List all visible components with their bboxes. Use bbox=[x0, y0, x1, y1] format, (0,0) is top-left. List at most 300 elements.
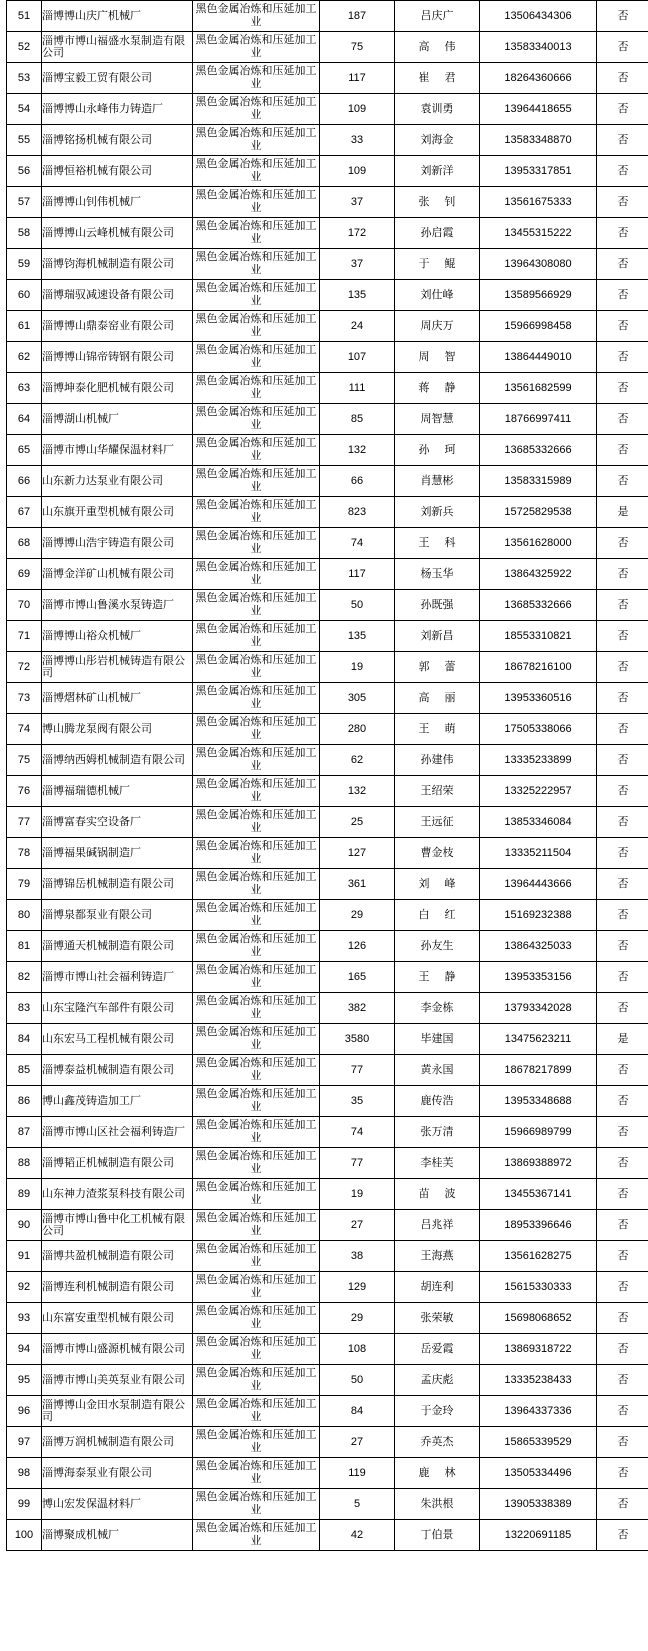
employee-count: 172 bbox=[320, 218, 395, 249]
industry-cell bbox=[193, 714, 320, 745]
row-index: 60 bbox=[7, 280, 42, 311]
industry-cell bbox=[193, 63, 320, 94]
company-name-cell bbox=[42, 63, 193, 94]
flag-cell: 否 bbox=[597, 962, 648, 993]
contact-person: 刘 峰 bbox=[418, 878, 462, 890]
company-name: 山东富安重型机械有限公司 bbox=[42, 1312, 174, 1324]
employee-count: 132 bbox=[320, 435, 395, 466]
flag-cell: 否 bbox=[597, 1086, 648, 1117]
employee-count: 109 bbox=[320, 94, 395, 125]
company-name: 淄博博山浩宇铸造有限公司 bbox=[42, 537, 174, 549]
flag-cell: 否 bbox=[597, 1520, 648, 1551]
industry-label: 黑色金属冶炼和压延加工业 bbox=[195, 1460, 317, 1485]
contact-person-cell bbox=[395, 1272, 480, 1303]
contact-person-cell bbox=[395, 1086, 480, 1117]
contact-person-cell bbox=[395, 466, 480, 497]
industry-cell bbox=[193, 776, 320, 807]
company-name-cell bbox=[42, 1086, 193, 1117]
company-name: 淄博聚成机械厂 bbox=[42, 1529, 119, 1541]
phone-number: 13953348688 bbox=[480, 1086, 597, 1117]
employee-count: 77 bbox=[320, 1055, 395, 1086]
industry-cell bbox=[193, 1, 320, 32]
industry-cell bbox=[193, 218, 320, 249]
row-index: 78 bbox=[7, 838, 42, 869]
row-index: 69 bbox=[7, 559, 42, 590]
row-index: 54 bbox=[7, 94, 42, 125]
industry-label: 黑色金属冶炼和压延加工业 bbox=[195, 468, 317, 493]
employee-count: 187 bbox=[320, 1, 395, 32]
row-index: 86 bbox=[7, 1086, 42, 1117]
company-name: 淄博海泰泵业有限公司 bbox=[42, 1467, 152, 1479]
industry-label: 黑色金属冶炼和压延加工业 bbox=[195, 127, 317, 152]
company-name-cell bbox=[42, 156, 193, 187]
industry-cell bbox=[193, 590, 320, 621]
company-name-cell bbox=[42, 1334, 193, 1365]
company-name: 淄博共盈机械制造有限公司 bbox=[42, 1250, 174, 1262]
contact-person: 于金玲 bbox=[420, 1405, 454, 1417]
contact-person-cell bbox=[395, 156, 480, 187]
table-row bbox=[7, 156, 648, 187]
table-row bbox=[7, 1148, 648, 1179]
contact-person: 王 静 bbox=[418, 971, 462, 983]
contact-person-cell bbox=[395, 528, 480, 559]
contact-person-cell bbox=[395, 373, 480, 404]
contact-person-cell bbox=[395, 993, 480, 1024]
contact-person: 胡连利 bbox=[420, 1281, 454, 1293]
phone-number: 17505338066 bbox=[480, 714, 597, 745]
flag-cell: 否 bbox=[597, 1303, 648, 1334]
table-row bbox=[7, 249, 648, 280]
table-row bbox=[7, 280, 648, 311]
flag-cell: 否 bbox=[597, 683, 648, 714]
company-name-cell bbox=[42, 187, 193, 218]
row-index: 88 bbox=[7, 1148, 42, 1179]
table-row bbox=[7, 1489, 648, 1520]
employee-count: 361 bbox=[320, 869, 395, 900]
table-row bbox=[7, 590, 648, 621]
phone-number: 13864449010 bbox=[480, 342, 597, 373]
industry-label: 黑色金属冶炼和压延加工业 bbox=[195, 251, 317, 276]
row-index: 96 bbox=[7, 1396, 42, 1427]
contact-person: 朱洪根 bbox=[420, 1498, 454, 1510]
table-row bbox=[7, 94, 648, 125]
industry-cell bbox=[193, 156, 320, 187]
flag-cell: 否 bbox=[597, 1272, 648, 1303]
industry-cell bbox=[193, 435, 320, 466]
contact-person-cell bbox=[395, 838, 480, 869]
employee-count: 135 bbox=[320, 621, 395, 652]
table-row bbox=[7, 1458, 648, 1489]
row-index: 57 bbox=[7, 187, 42, 218]
contact-person: 高 丽 bbox=[418, 692, 462, 704]
table-row bbox=[7, 1427, 648, 1458]
industry-cell bbox=[193, 993, 320, 1024]
industry-label: 黑色金属冶炼和压延加工业 bbox=[195, 902, 317, 927]
company-name: 淄博连利机械制造有限公司 bbox=[42, 1281, 174, 1293]
contact-person: 袁训勇 bbox=[420, 103, 454, 115]
row-index: 70 bbox=[7, 590, 42, 621]
industry-label: 黑色金属冶炼和压延加工业 bbox=[195, 375, 317, 400]
company-name: 淄博湖山机械厂 bbox=[42, 413, 119, 425]
contact-person-cell bbox=[395, 94, 480, 125]
employee-count: 50 bbox=[320, 590, 395, 621]
table-row bbox=[7, 1210, 648, 1241]
company-name-cell bbox=[42, 218, 193, 249]
industry-cell bbox=[193, 125, 320, 156]
company-name-cell bbox=[42, 1148, 193, 1179]
industry-cell bbox=[193, 528, 320, 559]
employee-count: 77 bbox=[320, 1148, 395, 1179]
contact-person: 丁伯景 bbox=[420, 1529, 454, 1541]
company-name-cell bbox=[42, 1520, 193, 1551]
table-row bbox=[7, 32, 648, 63]
employee-count: 27 bbox=[320, 1427, 395, 1458]
row-index: 89 bbox=[7, 1179, 42, 1210]
industry-cell bbox=[193, 404, 320, 435]
contact-person: 刘仕峰 bbox=[420, 289, 454, 301]
phone-number: 13864325033 bbox=[480, 931, 597, 962]
contact-person-cell bbox=[395, 1334, 480, 1365]
company-name: 淄博纳西姆机械制造有限公司 bbox=[42, 754, 185, 766]
contact-person-cell bbox=[395, 1210, 480, 1241]
row-index: 73 bbox=[7, 683, 42, 714]
industry-label: 黑色金属冶炼和压延加工业 bbox=[195, 437, 317, 462]
flag-cell: 否 bbox=[597, 590, 648, 621]
industry-label: 黑色金属冶炼和压延加工业 bbox=[195, 1026, 317, 1051]
company-name: 山东宏马工程机械有限公司 bbox=[42, 1033, 174, 1045]
industry-cell bbox=[193, 1241, 320, 1272]
contact-person: 鹿 林 bbox=[418, 1467, 462, 1479]
flag-cell: 否 bbox=[597, 652, 648, 683]
row-index: 80 bbox=[7, 900, 42, 931]
row-index: 82 bbox=[7, 962, 42, 993]
employee-count: 117 bbox=[320, 559, 395, 590]
employee-count: 29 bbox=[320, 900, 395, 931]
table-row bbox=[7, 559, 648, 590]
contact-person-cell bbox=[395, 931, 480, 962]
contact-person: 刘新洋 bbox=[420, 165, 454, 177]
company-name-cell bbox=[42, 1396, 193, 1427]
flag-cell: 否 bbox=[597, 1148, 648, 1179]
table-row bbox=[7, 63, 648, 94]
company-name-cell bbox=[42, 125, 193, 156]
company-name-cell bbox=[42, 497, 193, 528]
contact-person: 周庆万 bbox=[420, 320, 454, 332]
flag-cell: 否 bbox=[597, 404, 648, 435]
company-name: 淄博瑞驭减速设备有限公司 bbox=[42, 289, 174, 301]
table-row bbox=[7, 1024, 648, 1055]
table-row bbox=[7, 838, 648, 869]
row-index: 55 bbox=[7, 125, 42, 156]
row-index: 77 bbox=[7, 807, 42, 838]
row-index: 52 bbox=[7, 32, 42, 63]
company-name: 淄博市博山鲁中化工机械有限公司 bbox=[42, 1213, 185, 1237]
table-row bbox=[7, 1117, 648, 1148]
phone-number: 13325222957 bbox=[480, 776, 597, 807]
row-index: 71 bbox=[7, 621, 42, 652]
table-row bbox=[7, 404, 648, 435]
employee-count: 62 bbox=[320, 745, 395, 776]
phone-number: 13869318722 bbox=[480, 1334, 597, 1365]
employee-count: 75 bbox=[320, 32, 395, 63]
industry-label: 黑色金属冶炼和压延加工业 bbox=[195, 65, 317, 90]
table-row bbox=[7, 1055, 648, 1086]
row-index: 66 bbox=[7, 466, 42, 497]
phone-number: 13505334496 bbox=[480, 1458, 597, 1489]
industry-cell bbox=[193, 497, 320, 528]
employee-count: 3580 bbox=[320, 1024, 395, 1055]
contact-person-cell bbox=[395, 1427, 480, 1458]
industry-label: 黑色金属冶炼和压延加工业 bbox=[195, 499, 317, 524]
employee-count: 117 bbox=[320, 63, 395, 94]
phone-number: 13964443666 bbox=[480, 869, 597, 900]
table-row bbox=[7, 900, 648, 931]
flag-cell: 否 bbox=[597, 745, 648, 776]
industry-label: 黑色金属冶炼和压延加工业 bbox=[195, 313, 317, 338]
employee-count: 127 bbox=[320, 838, 395, 869]
employee-count: 108 bbox=[320, 1334, 395, 1365]
table-row bbox=[7, 1303, 648, 1334]
company-name-cell bbox=[42, 1303, 193, 1334]
company-name: 博山腾龙泵阀有限公司 bbox=[42, 723, 152, 735]
industry-label: 黑色金属冶炼和压延加工业 bbox=[195, 1274, 317, 1299]
company-name: 淄博博山鼎泰窑业有限公司 bbox=[42, 320, 174, 332]
industry-cell bbox=[193, 621, 320, 652]
company-name-cell bbox=[42, 1117, 193, 1148]
row-index: 72 bbox=[7, 652, 42, 683]
employee-count: 823 bbox=[320, 497, 395, 528]
industry-label: 黑色金属冶炼和压延加工业 bbox=[195, 1336, 317, 1361]
industry-label: 黑色金属冶炼和压延加工业 bbox=[195, 747, 317, 772]
phone-number: 13589566929 bbox=[480, 280, 597, 311]
industry-cell bbox=[193, 94, 320, 125]
contact-person: 王远征 bbox=[420, 816, 454, 828]
table-row bbox=[7, 1365, 648, 1396]
table-row bbox=[7, 1334, 648, 1365]
flag-cell: 否 bbox=[597, 931, 648, 962]
phone-number: 13905338389 bbox=[480, 1489, 597, 1520]
industry-cell bbox=[193, 1489, 320, 1520]
contact-person-cell bbox=[395, 1303, 480, 1334]
company-name: 淄博钧海机械制造有限公司 bbox=[42, 258, 174, 270]
contact-person-cell bbox=[395, 187, 480, 218]
industry-cell bbox=[193, 187, 320, 218]
company-name: 淄博博山永峰伟力铸造厂 bbox=[42, 103, 163, 115]
row-index: 100 bbox=[7, 1520, 42, 1551]
employee-count: 109 bbox=[320, 156, 395, 187]
industry-cell bbox=[193, 280, 320, 311]
industry-cell bbox=[193, 1303, 320, 1334]
company-name: 淄博博山裕众机械厂 bbox=[42, 630, 141, 642]
flag-cell: 否 bbox=[597, 869, 648, 900]
industry-cell bbox=[193, 1148, 320, 1179]
company-name: 山东旗开重型机械有限公司 bbox=[42, 506, 174, 518]
flag-cell: 否 bbox=[597, 1458, 648, 1489]
flag-cell: 否 bbox=[597, 342, 648, 373]
table-row bbox=[7, 218, 648, 249]
table-row bbox=[7, 342, 648, 373]
industry-label: 黑色金属冶炼和压延加工业 bbox=[195, 406, 317, 431]
company-name-cell bbox=[42, 621, 193, 652]
contact-person-cell bbox=[395, 1024, 480, 1055]
employee-count: 111 bbox=[320, 373, 395, 404]
industry-cell bbox=[193, 962, 320, 993]
row-index: 90 bbox=[7, 1210, 42, 1241]
table-row bbox=[7, 435, 648, 466]
industry-label: 黑色金属冶炼和压延加工业 bbox=[195, 1522, 317, 1547]
contact-person: 周智慧 bbox=[420, 413, 454, 425]
industry-cell bbox=[193, 342, 320, 373]
flag-cell: 否 bbox=[597, 993, 648, 1024]
industry-cell bbox=[193, 373, 320, 404]
phone-number: 13853346084 bbox=[480, 807, 597, 838]
table-row bbox=[7, 993, 648, 1024]
phone-number: 13964418655 bbox=[480, 94, 597, 125]
company-name: 淄博博山金田水泵制造有限公司 bbox=[42, 1399, 185, 1423]
flag-cell: 否 bbox=[597, 435, 648, 466]
table-row bbox=[7, 125, 648, 156]
employee-count: 84 bbox=[320, 1396, 395, 1427]
table-row bbox=[7, 187, 648, 218]
contact-person-cell bbox=[395, 1117, 480, 1148]
flag-cell: 否 bbox=[597, 559, 648, 590]
row-index: 67 bbox=[7, 497, 42, 528]
phone-number: 13964337336 bbox=[480, 1396, 597, 1427]
contact-person-cell bbox=[395, 435, 480, 466]
phone-number: 13335233899 bbox=[480, 745, 597, 776]
flag-cell: 否 bbox=[597, 249, 648, 280]
contact-person-cell bbox=[395, 900, 480, 931]
employee-count: 19 bbox=[320, 1179, 395, 1210]
company-name-cell bbox=[42, 900, 193, 931]
row-index: 98 bbox=[7, 1458, 42, 1489]
company-name: 山东神力渣浆泵科技有限公司 bbox=[42, 1188, 185, 1200]
phone-number: 13561628000 bbox=[480, 528, 597, 559]
contact-person-cell bbox=[395, 1396, 480, 1427]
company-name-cell bbox=[42, 280, 193, 311]
contact-person-cell bbox=[395, 32, 480, 63]
industry-cell bbox=[193, 745, 320, 776]
contact-person: 岳爱霞 bbox=[420, 1343, 454, 1355]
company-name: 淄博铭扬机械有限公司 bbox=[42, 134, 152, 146]
phone-number: 15169232388 bbox=[480, 900, 597, 931]
phone-number: 13220691185 bbox=[480, 1520, 597, 1551]
contact-person: 王海燕 bbox=[420, 1250, 454, 1262]
industry-cell bbox=[193, 838, 320, 869]
flag-cell: 否 bbox=[597, 838, 648, 869]
row-index: 76 bbox=[7, 776, 42, 807]
industry-cell bbox=[193, 1458, 320, 1489]
contact-person: 蒋 静 bbox=[418, 382, 462, 394]
table-row bbox=[7, 1520, 648, 1551]
industry-cell bbox=[193, 1117, 320, 1148]
contact-person: 高 伟 bbox=[418, 41, 462, 53]
industry-label: 黑色金属冶炼和压延加工业 bbox=[195, 623, 317, 648]
contact-person: 李桂芙 bbox=[420, 1157, 454, 1169]
contact-person: 刘新昌 bbox=[420, 630, 454, 642]
table-row bbox=[7, 1272, 648, 1303]
industry-label: 黑色金属冶炼和压延加工业 bbox=[195, 1398, 317, 1423]
table-row bbox=[7, 652, 648, 683]
employee-count: 24 bbox=[320, 311, 395, 342]
row-index: 81 bbox=[7, 931, 42, 962]
contact-person-cell bbox=[395, 683, 480, 714]
contact-person: 孙 珂 bbox=[418, 444, 462, 456]
table-row bbox=[7, 931, 648, 962]
contact-person-cell bbox=[395, 1458, 480, 1489]
flag-cell: 否 bbox=[597, 621, 648, 652]
industry-label: 黑色金属冶炼和压延加工业 bbox=[195, 1367, 317, 1392]
industry-label: 黑色金属冶炼和压延加工业 bbox=[195, 282, 317, 307]
industry-label: 黑色金属冶炼和压延加工业 bbox=[195, 3, 317, 28]
table-row bbox=[7, 1179, 648, 1210]
contact-person-cell bbox=[395, 962, 480, 993]
company-name: 淄博泉都泵业有限公司 bbox=[42, 909, 152, 921]
industry-cell bbox=[193, 32, 320, 63]
contact-person-cell bbox=[395, 869, 480, 900]
industry-label: 黑色金属冶炼和压延加工业 bbox=[195, 1243, 317, 1268]
company-name-cell bbox=[42, 1365, 193, 1396]
contact-person: 于 鲲 bbox=[418, 258, 462, 270]
flag-cell: 否 bbox=[597, 373, 648, 404]
industry-cell bbox=[193, 1427, 320, 1458]
flag-cell: 否 bbox=[597, 714, 648, 745]
phone-number: 13864325922 bbox=[480, 559, 597, 590]
company-name: 淄博恒裕机械有限公司 bbox=[42, 165, 152, 177]
flag-cell: 是 bbox=[597, 497, 648, 528]
company-name: 淄博宝毅工贸有限公司 bbox=[42, 72, 152, 84]
row-index: 51 bbox=[7, 1, 42, 32]
industry-cell bbox=[193, 1334, 320, 1365]
company-name-cell bbox=[42, 466, 193, 497]
company-name-cell bbox=[42, 1024, 193, 1055]
flag-cell: 否 bbox=[597, 776, 648, 807]
phone-number: 13793342028 bbox=[480, 993, 597, 1024]
table-row bbox=[7, 1396, 648, 1427]
contact-person: 张荣敏 bbox=[420, 1312, 454, 1324]
industry-label: 黑色金属冶炼和压延加工业 bbox=[195, 685, 317, 710]
industry-label: 黑色金属冶炼和压延加工业 bbox=[195, 220, 317, 245]
company-table bbox=[6, 0, 648, 1551]
industry-label: 黑色金属冶炼和压延加工业 bbox=[195, 1491, 317, 1516]
industry-cell bbox=[193, 652, 320, 683]
row-index: 75 bbox=[7, 745, 42, 776]
phone-number: 15865339529 bbox=[480, 1427, 597, 1458]
company-name-cell bbox=[42, 528, 193, 559]
phone-number: 13561628275 bbox=[480, 1241, 597, 1272]
contact-person: 曹金枝 bbox=[420, 847, 454, 859]
company-name: 淄博博山庆广机械厂 bbox=[42, 10, 141, 22]
contact-person-cell bbox=[395, 1489, 480, 1520]
industry-cell bbox=[193, 807, 320, 838]
company-name: 淄博福瑞德机械厂 bbox=[42, 785, 130, 797]
flag-cell: 否 bbox=[597, 466, 648, 497]
company-name-cell bbox=[42, 1427, 193, 1458]
flag-cell: 否 bbox=[597, 1427, 648, 1458]
company-name: 淄博博山锦帝铸钢有限公司 bbox=[42, 351, 174, 363]
contact-person-cell bbox=[395, 745, 480, 776]
company-name-cell bbox=[42, 435, 193, 466]
flag-cell: 否 bbox=[597, 1117, 648, 1148]
company-name: 淄博金洋矿山机械有限公司 bbox=[42, 568, 174, 580]
contact-person: 毕建国 bbox=[420, 1033, 454, 1045]
table-row bbox=[7, 621, 648, 652]
company-name: 博山鑫茂铸造加工厂 bbox=[42, 1095, 141, 1107]
company-name: 淄博博山彤岩机械铸造有限公司 bbox=[42, 655, 185, 679]
flag-cell: 否 bbox=[597, 63, 648, 94]
phone-number: 15615330333 bbox=[480, 1272, 597, 1303]
table-row bbox=[7, 869, 648, 900]
